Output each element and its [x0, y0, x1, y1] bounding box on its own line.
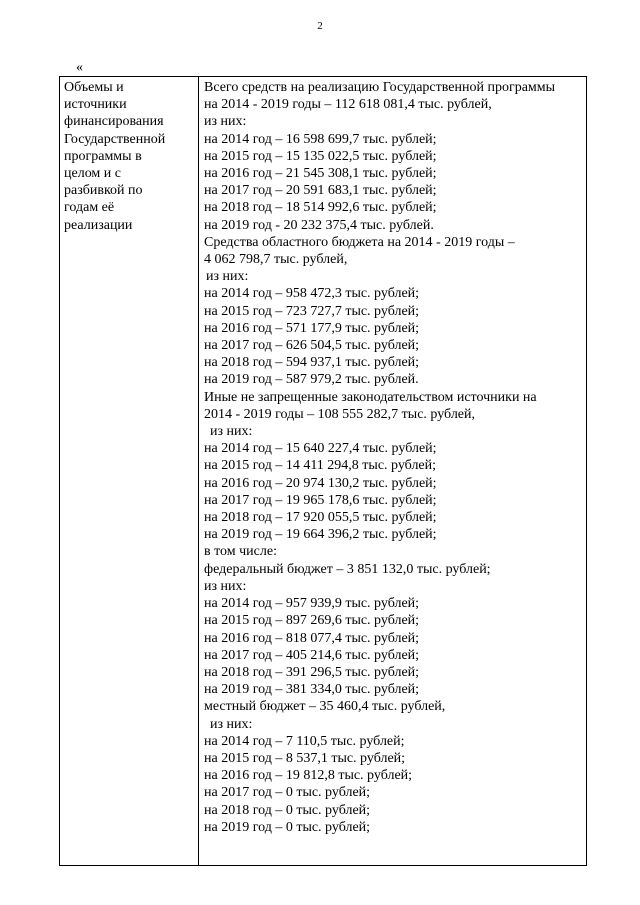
content-line: на 2015 год – 723 727,7 тыс. рублей; — [204, 303, 420, 319]
label-line: финансирования — [64, 114, 164, 130]
content-line: из них: — [204, 114, 247, 130]
content-line: на 2017 год – 20 591 683,1 тыс. рублей; — [204, 183, 437, 199]
content-line: на 2017 год – 626 504,5 тыс. рублей; — [204, 338, 420, 354]
content-line: на 2014 год – 957 939,9 тыс. рублей; — [204, 596, 420, 612]
content-line: на 2019 год – 0 тыс. рублей; — [204, 819, 371, 835]
content-line: на 2016 год – 571 177,9 тыс. рублей; — [204, 320, 420, 336]
content-line: Иные не запрещенные законодательством источники на — [204, 389, 537, 405]
page-number: 2 — [317, 20, 323, 32]
content-line: Средства областного бюджета на 2014 - 2019 годы – — [204, 234, 515, 250]
label-line: Государственной — [64, 131, 166, 147]
content-line: на 2014 год – 7 110,5 тыс. рублей; — [204, 733, 405, 749]
program-passport-table — [59, 76, 587, 866]
content-line: на 2017 год – 19 965 178,6 тыс. рублей; — [204, 492, 437, 508]
label-cell — [60, 77, 199, 866]
content-line: на 2019 год – 19 664 396,2 тыс. рублей; — [204, 527, 437, 543]
content-line: местный бюджет – 35 460,4 тыс. рублей, — [204, 699, 446, 715]
content-line: на 2018 год – 594 937,1 тыс. рублей; — [204, 355, 420, 371]
label-line: целом и с — [64, 166, 121, 182]
content-line: на 2019 год – 381 334,0 тыс. рублей; — [204, 682, 420, 698]
content-line: на 2016 год – 19 812,8 тыс. рублей; — [204, 768, 413, 784]
content-cell — [199, 77, 587, 866]
financing-row — [60, 77, 587, 866]
content-line: 4 062 798,7 тыс. рублей, — [204, 252, 348, 268]
content-line: на 2015 год – 897 269,6 тыс. рублей; — [204, 613, 420, 629]
content-line: на 2014 год – 16 598 699,7 тыс. рублей; — [204, 131, 437, 147]
content-line: на 2014 - 2019 годы – 112 618 081,4 тыс. рублей, — [204, 97, 492, 113]
content-line: на 2018 год – 0 тыс. рублей; — [204, 802, 371, 818]
content-line: на 2016 год – 818 077,4 тыс. рублей; — [204, 630, 420, 646]
content-line: из них: — [206, 269, 249, 285]
content-line: из них: — [210, 716, 253, 732]
label-line: годам её — [64, 200, 115, 216]
content-line: на 2015 год – 15 135 022,5 тыс. рублей; — [204, 148, 437, 164]
content-line: на 2018 год – 391 296,5 тыс. рублей; — [204, 664, 420, 680]
content-line: на 2019 год – 587 979,2 тыс. рублей. — [204, 372, 419, 388]
content-line: в том числе: — [204, 544, 277, 560]
label-line: источники — [64, 97, 127, 113]
label-line: Объемы и — [64, 80, 124, 95]
content-line: на 2015 год – 8 537,1 тыс. рублей; — [204, 750, 406, 766]
content-line: на 2017 год – 405 214,6 тыс. рублей; — [204, 647, 420, 663]
content-line: Всего средств на реализацию Государственной программы — [204, 80, 556, 95]
content-line: федеральный бюджет – 3 851 132,0 тыс. рублей; — [204, 561, 491, 577]
label-line: программы в — [64, 148, 142, 164]
content-line: на 2016 год – 21 545 308,1 тыс. рублей; — [204, 166, 437, 182]
label-line: реализации — [64, 217, 133, 233]
label-line: разбивкой по — [64, 183, 143, 199]
content-line: на 2015 год – 14 411 294,8 тыс. рублей; — [204, 458, 437, 474]
content-line: на 2018 год – 17 920 055,5 тыс. рублей; — [204, 510, 437, 526]
content-line: на 2016 год – 20 974 130,2 тыс. рублей; — [204, 475, 437, 491]
content-line: на 2019 год - 20 232 375,4 тыс. рублей. — [204, 217, 434, 233]
content-line: из них: — [210, 424, 253, 440]
content-line: из них: — [204, 578, 247, 594]
content-line: 2014 - 2019 годы – 108 555 282,7 тыс. рублей, — [204, 406, 476, 422]
opening-quote-mark: « — [76, 60, 83, 75]
content-line: на 2017 год – 0 тыс. рублей; — [204, 785, 371, 801]
content-line: на 2014 год – 958 472,3 тыс. рублей; — [204, 286, 420, 302]
content-line: на 2014 год – 15 640 227,4 тыс. рублей; — [204, 441, 437, 457]
content-line: на 2018 год – 18 514 992,6 тыс. рублей; — [204, 200, 437, 216]
